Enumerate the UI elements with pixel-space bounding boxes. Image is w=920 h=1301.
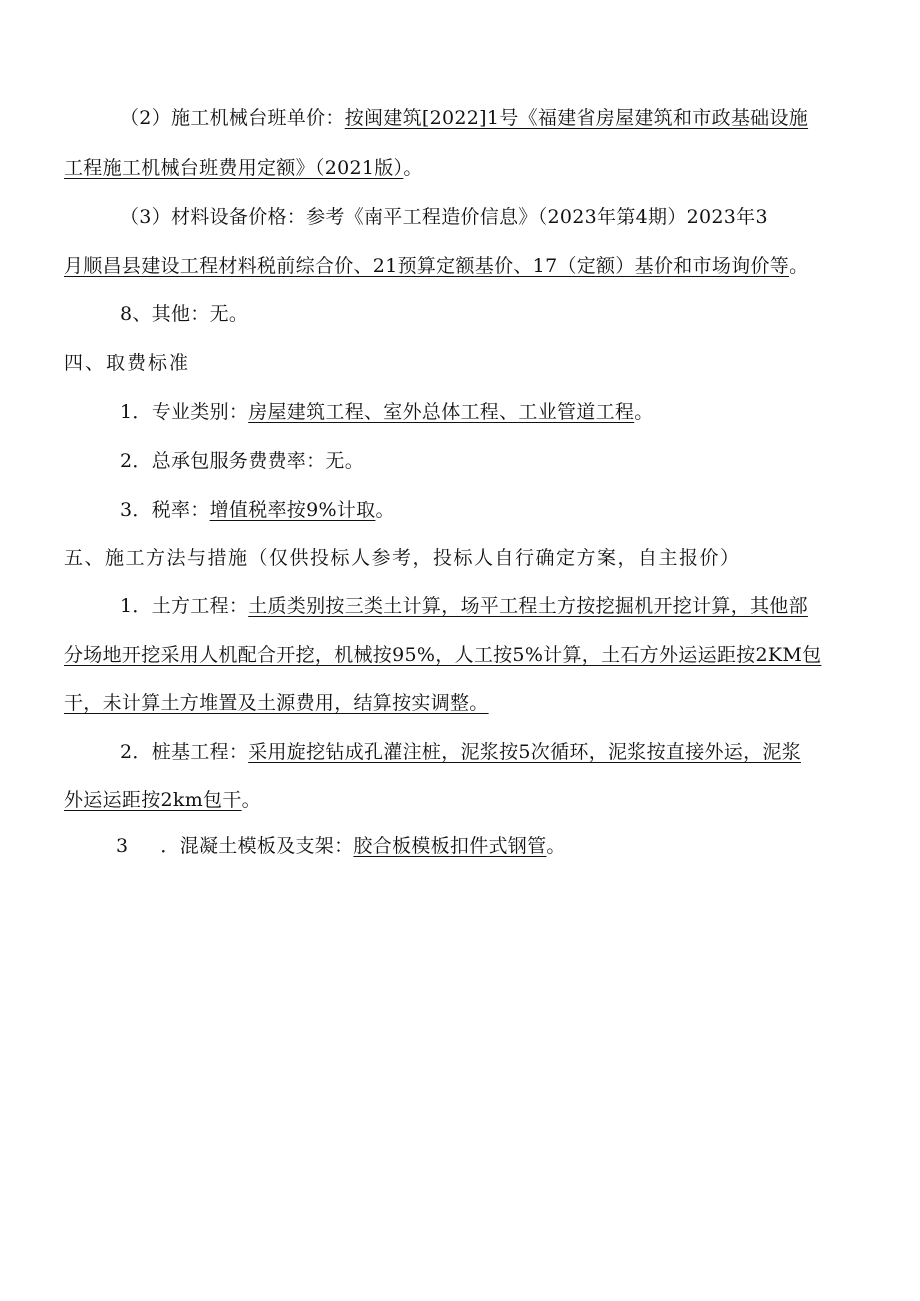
earthwork-line1 — [120, 594, 808, 618]
formwork-item — [116, 834, 566, 858]
section-construction-method-title — [64, 546, 741, 570]
fee-item-category-tail: 。 — [634, 401, 654, 423]
fee-item-category-value: 房屋建筑工程、室外总体工程、工业管道工程 — [248, 401, 635, 423]
fee-item-tax — [120, 498, 395, 522]
machinery-price-lead: （2）施工机械台班单价： — [120, 107, 345, 129]
formwork-value: 胶合板模板扣件式钢管 — [353, 835, 547, 857]
pile-foundation-line2 — [64, 788, 261, 812]
item-other — [120, 302, 248, 326]
material-price-text-1: （3）材料设备价格：参考《南平工程造价信息》（2023年第4期）2023年3 — [120, 206, 768, 228]
fee-item-tax-tail: 。 — [375, 499, 395, 521]
machinery-price-tail: 。 — [403, 157, 423, 179]
material-price-text-2: 月顺昌县建设工程材料税前综合价、21预算定额基价、17（定额）基价和市场询价等 — [64, 255, 790, 277]
paragraph-machinery-price-line1 — [120, 106, 808, 130]
fee-item-service-rate — [120, 449, 364, 473]
earthwork-text-1: 土质类别按三类土计算，场平工程土方按挖掘机开挖计算，其他部 — [248, 595, 808, 617]
formwork-lead: ．混凝土模板及支架： — [160, 835, 354, 857]
machinery-price-ref-2: 工程施工机械台班费用定额》（2021版） — [64, 157, 404, 179]
section-fee-standard-title — [64, 351, 190, 375]
earthwork-lead: 1．土方工程： — [120, 595, 249, 617]
pile-foundation-tail: 。 — [241, 789, 261, 811]
section-construction-method-heading: 五、施工方法与措施（仅供投标人参考，投标人自行确定方案，自主报价） — [64, 547, 741, 569]
earthwork-line3 — [64, 691, 489, 715]
earthwork-text-2: 分场地开挖采用人机配合开挖，机械按95%，人工按5%计算，土石方外运运距按2KM包 — [64, 644, 822, 666]
formwork-number: 3 — [116, 835, 129, 857]
earthwork-line2 — [64, 643, 821, 667]
paragraph-machinery-price-line2 — [64, 156, 423, 180]
fee-item-tax-lead: 3．税率： — [120, 499, 210, 521]
fee-item-category — [120, 400, 654, 424]
paragraph-material-price-line1 — [120, 205, 768, 229]
formwork-tail: 。 — [546, 835, 566, 857]
paragraph-material-price-line2 — [64, 254, 808, 278]
material-price-tail: 。 — [789, 255, 809, 277]
section-fee-standard-heading: 四、取费标准 — [64, 352, 191, 374]
pile-foundation-lead: 2．桩基工程： — [120, 741, 249, 763]
pile-foundation-line1 — [120, 740, 801, 764]
fee-item-category-lead: 1．专业类别： — [120, 401, 249, 423]
machinery-price-ref-1: 按闽建筑[2022]1号《福建省房屋建筑和市政基础设施 — [344, 107, 809, 129]
item-other-text: 8、其他：无。 — [120, 303, 249, 325]
fee-item-service-rate-text: 2．总承包服务费费率：无。 — [120, 450, 364, 472]
earthwork-text-3: 干，未计算土方堆置及土源费用，结算按实调整。 — [64, 692, 489, 714]
pile-foundation-text-1: 采用旋挖钻成孔灌注桩，泥浆按5次循环，泥浆按直接外运，泥浆 — [248, 741, 801, 763]
fee-item-tax-value: 增值税率按9%计取 — [209, 499, 376, 521]
pile-foundation-text-2: 外运运距按2km包干 — [64, 789, 242, 811]
